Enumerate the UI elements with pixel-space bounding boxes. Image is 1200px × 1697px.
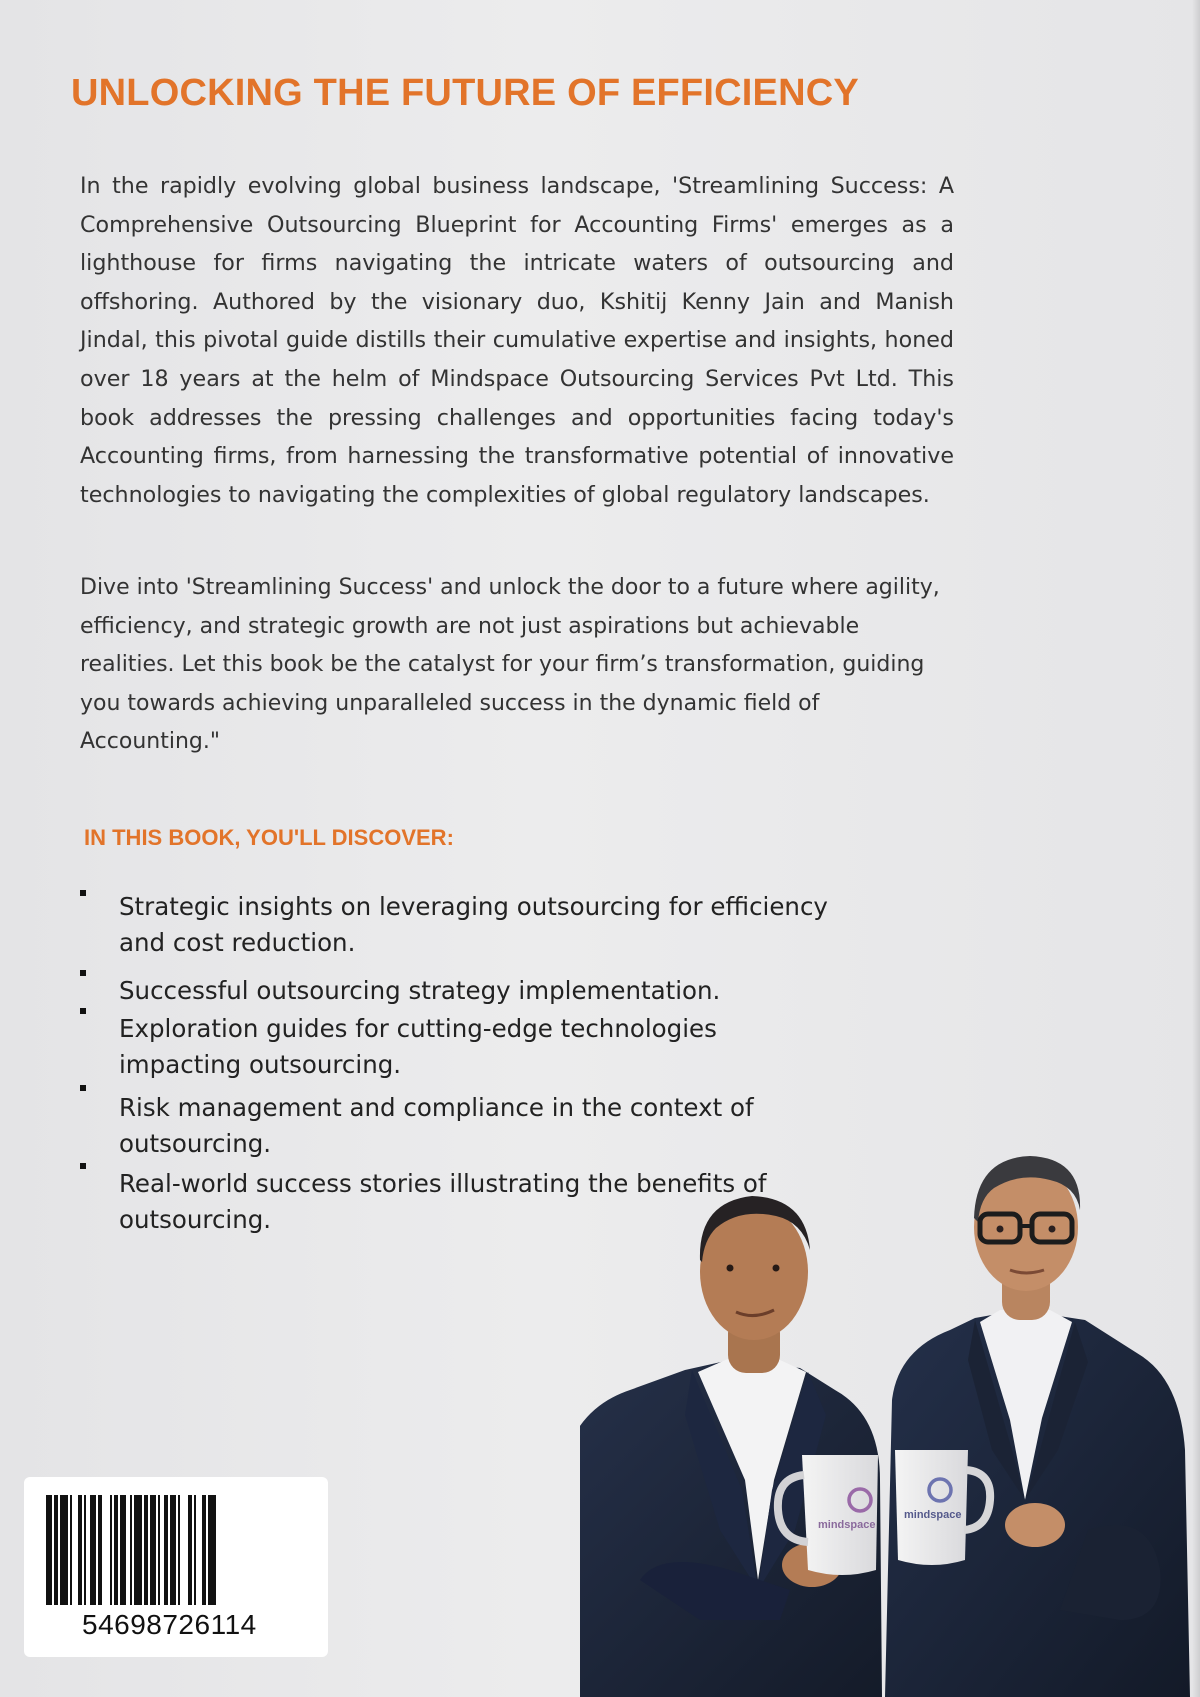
intro-paragraph: In the rapidly evolving global business landscape, 'Streamlining Success: A Comprehensive Outsourcing Blueprint for Accounting Firms' emerges as a lighthouse for firms navigating the intricate waters of outsourcing and offshoring. Authored by the visionary duo, Kshitij Kenny Jain and Manish Jindal, this pivotal guide distills their cumulative expertise and insights, honed over 18 years at the helm of Mindspace Outsourcing Services Pvt Ltd. This book addresses the pressing challenges and opportunities facing today's Accounting firms, from harnessing the transformative potential of innovative technologies to navigating the complexities of global regulatory landscapes. — [80, 173, 954, 508]
barcode-bar — [90, 1495, 96, 1605]
page-edge-shadow — [1192, 0, 1200, 1697]
cover-title: UNLOCKING THE FUTURE OF EFFICIENCY — [71, 72, 859, 114]
barcode-bar — [150, 1495, 156, 1605]
discover-item: Real-world success stories illustrating the benefits of outsourcing. — [119, 1169, 767, 1234]
barcode-bar — [70, 1495, 72, 1605]
closing-paragraph: Dive into 'Streamlining Success' and unlock the door to a future where agility, efficiency, and strategic growth are not just aspirations but achievable realities. Let this book be the catalyst for your firm’s transformation, guiding you towards achieving unparalleled success in the dynamic field of Accounting." — [80, 575, 940, 755]
bullet-marker — [80, 1085, 86, 1091]
barcode-bar — [158, 1495, 160, 1605]
barcode-bar — [110, 1495, 112, 1605]
authors-photo — [580, 1150, 1190, 1697]
barcode-bar — [194, 1495, 196, 1605]
discover-item: Strategic insights on leveraging outsourcing for efficiency and cost reduction. — [119, 892, 828, 957]
author-left — [580, 1196, 882, 1697]
barcode-bar — [78, 1495, 82, 1605]
discover-item: Successful outsourcing strategy implementation. — [119, 976, 721, 1005]
barcode-bar — [54, 1495, 58, 1605]
barcode-bar — [202, 1495, 206, 1605]
barcode-bars — [42, 1495, 312, 1607]
discover-item: Risk management and compliance in the context of outsourcing. — [119, 1093, 754, 1158]
mug-logo-left: mindspace — [818, 1519, 876, 1531]
barcode-bar — [46, 1495, 52, 1605]
bullet-marker — [80, 970, 86, 976]
barcode-number: 54698726114 — [82, 1609, 257, 1640]
discover-item: Exploration guides for cutting-edge technologies impacting outsourcing. — [119, 1014, 717, 1079]
barcode-bar — [170, 1495, 176, 1605]
barcode-bar — [178, 1495, 180, 1605]
bullet-marker — [80, 1008, 86, 1014]
bullet-marker — [80, 890, 86, 896]
barcode-bar — [60, 1495, 68, 1605]
barcode-bar — [164, 1495, 168, 1605]
barcode-bar — [130, 1495, 132, 1605]
barcode-bar — [188, 1495, 192, 1605]
barcode-bar — [98, 1495, 102, 1605]
mug-logo-right: mindspace — [904, 1509, 962, 1521]
barcode-bar — [208, 1495, 216, 1605]
barcode-bar — [114, 1495, 118, 1605]
barcode-bar — [144, 1495, 148, 1605]
bullet-marker — [80, 1163, 86, 1169]
barcode-bar — [134, 1495, 142, 1605]
barcode-panel — [24, 1477, 328, 1657]
barcode-bar — [120, 1495, 126, 1605]
discover-heading: IN THIS BOOK, YOU'LL DISCOVER: — [84, 825, 454, 850]
author-right — [885, 1156, 1190, 1697]
barcode-bar — [84, 1495, 86, 1605]
